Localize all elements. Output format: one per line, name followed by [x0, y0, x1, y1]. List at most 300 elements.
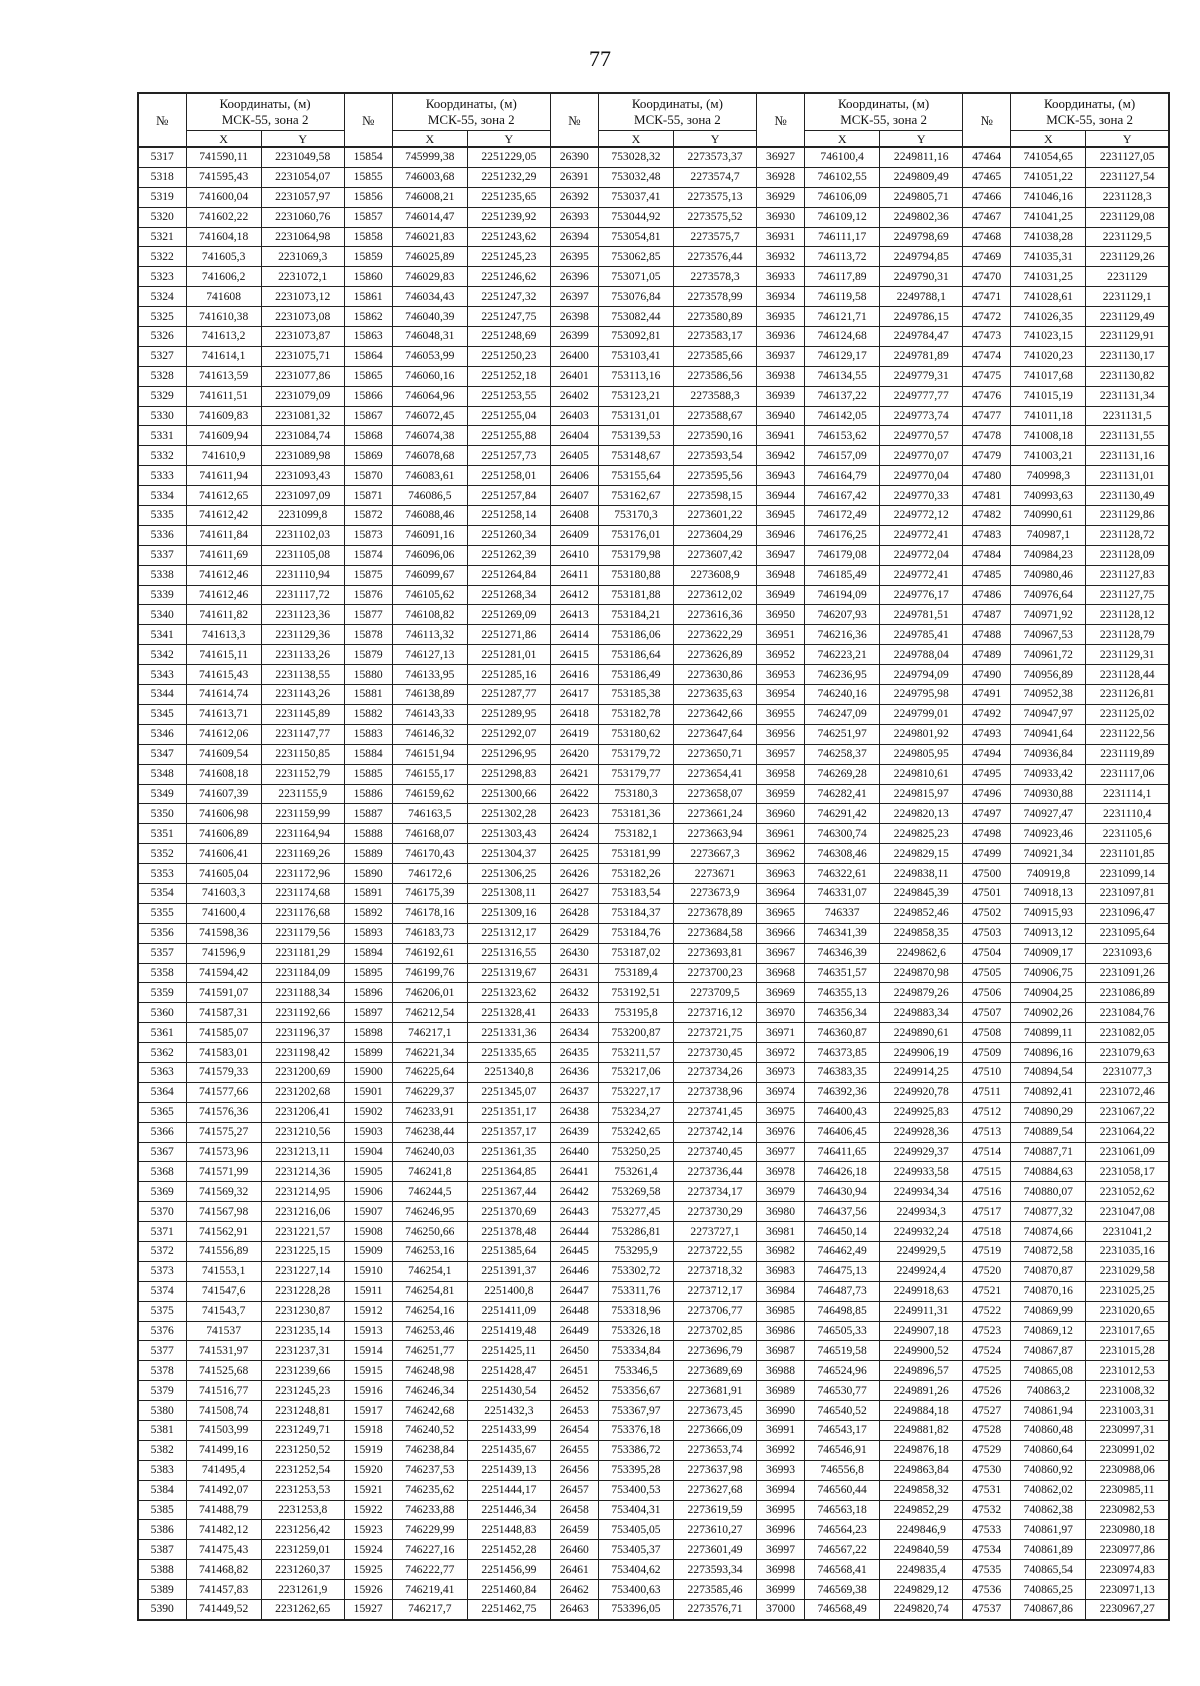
y-coordinate-cell: 2231060,76	[261, 207, 344, 227]
table-row	[138, 983, 1169, 1003]
point-number-cell: 47500	[963, 864, 1011, 884]
coordinates-table	[137, 92, 1170, 1621]
y-coordinate-cell: 2231122,56	[1086, 724, 1169, 744]
point-number-cell: 5366	[138, 1122, 186, 1142]
x-coordinate-cell: 753286,81	[598, 1222, 673, 1242]
point-number-cell: 47466	[963, 187, 1011, 207]
x-coordinate-cell: 741583,01	[186, 1043, 261, 1063]
point-number-cell: 26406	[550, 466, 598, 486]
point-number-cell: 36970	[757, 1003, 805, 1023]
x-coordinate-cell: 746008,21	[392, 187, 467, 207]
y-coordinate-cell: 2273736,44	[674, 1162, 757, 1182]
x-coordinate-cell: 741556,89	[186, 1241, 261, 1261]
y-coordinate-cell: 2273673,9	[674, 883, 757, 903]
point-number-cell: 26417	[550, 685, 598, 705]
point-number-cell: 47516	[963, 1182, 1011, 1202]
point-number-cell: 47523	[963, 1321, 1011, 1341]
y-coordinate-cell: 2251252,18	[467, 366, 550, 386]
y-coordinate-cell: 2249933,58	[880, 1162, 963, 1182]
point-number-cell: 47512	[963, 1102, 1011, 1122]
x-coordinate-cell: 746244,5	[392, 1182, 467, 1202]
x-coordinate-cell: 741612,06	[186, 724, 261, 744]
x-coordinate-cell: 741607,39	[186, 784, 261, 804]
coord-header	[805, 93, 963, 131]
num-header: №	[963, 93, 1011, 147]
y-coordinate-cell: 2231131,5	[1086, 406, 1169, 426]
table-row	[138, 1540, 1169, 1560]
y-coordinate-cell: 2273658,07	[674, 784, 757, 804]
x-coordinate-cell: 753103,41	[598, 346, 673, 366]
y-coordinate-cell: 2231259,01	[261, 1540, 344, 1560]
point-number-cell: 26430	[550, 943, 598, 963]
x-coordinate-cell: 741026,35	[1011, 307, 1086, 327]
x-coordinate-cell: 753367,97	[598, 1401, 673, 1421]
x-coordinate-cell: 741612,42	[186, 506, 261, 526]
x-coordinate-cell: 746560,44	[805, 1480, 880, 1500]
table-row	[138, 466, 1169, 486]
point-number-cell: 47496	[963, 784, 1011, 804]
point-number-cell: 47534	[963, 1540, 1011, 1560]
y-coordinate-cell: 2231025,25	[1086, 1281, 1169, 1301]
y-coordinate-cell: 2251430,54	[467, 1381, 550, 1401]
point-number-cell: 15857	[344, 207, 392, 227]
point-number-cell: 36984	[757, 1281, 805, 1301]
x-coordinate-cell: 753180,62	[598, 724, 673, 744]
point-number-cell: 26429	[550, 923, 598, 943]
coord-header	[392, 93, 550, 131]
point-number-cell: 5384	[138, 1480, 186, 1500]
x-coordinate-cell: 753404,62	[598, 1560, 673, 1580]
y-coordinate-cell: 2231093,43	[261, 466, 344, 486]
point-number-cell: 36997	[757, 1540, 805, 1560]
table-row	[138, 1480, 1169, 1500]
y-coordinate-cell: 2273607,42	[674, 545, 757, 565]
y-coordinate-cell: 2231174,68	[261, 883, 344, 903]
y-coordinate-cell: 2231127,05	[1086, 147, 1169, 167]
x-coordinate-cell: 746291,42	[805, 804, 880, 824]
y-coordinate-cell: 2251435,67	[467, 1440, 550, 1460]
x-coordinate-cell: 740919,8	[1011, 864, 1086, 884]
point-number-cell: 5361	[138, 1023, 186, 1043]
x-coordinate-cell: 753180,3	[598, 784, 673, 804]
point-number-cell: 36978	[757, 1162, 805, 1182]
point-number-cell: 5352	[138, 844, 186, 864]
point-number-cell: 26414	[550, 625, 598, 645]
point-number-cell: 36940	[757, 406, 805, 426]
num-header: №	[344, 93, 392, 147]
y-coordinate-cell: 2273622,29	[674, 625, 757, 645]
x-coordinate-cell: 740923,46	[1011, 824, 1086, 844]
y-coordinate-cell: 2251258,01	[467, 466, 550, 486]
point-number-cell: 15862	[344, 307, 392, 327]
y-coordinate-cell: 2249845,39	[880, 883, 963, 903]
table-row	[138, 1182, 1169, 1202]
point-number-cell: 26428	[550, 903, 598, 923]
point-number-cell: 5349	[138, 784, 186, 804]
table-row	[138, 1281, 1169, 1301]
y-coordinate-cell: 2231128,3	[1086, 187, 1169, 207]
y-coordinate-cell: 2231047,08	[1086, 1202, 1169, 1222]
x-coordinate-cell: 741590,11	[186, 147, 261, 167]
point-number-cell: 5367	[138, 1142, 186, 1162]
y-coordinate-cell: 2251357,17	[467, 1122, 550, 1142]
y-coordinate-cell: 2251247,32	[467, 287, 550, 307]
x-coordinate-cell: 741615,11	[186, 645, 261, 665]
point-number-cell: 47483	[963, 525, 1011, 545]
y-coordinate-cell: 2251308,11	[467, 883, 550, 903]
y-coordinate-cell: 2231256,42	[261, 1520, 344, 1540]
point-number-cell: 26410	[550, 545, 598, 565]
table-row	[138, 1421, 1169, 1441]
x-coordinate-cell: 741008,18	[1011, 426, 1086, 446]
y-coordinate-cell: 2249881,82	[880, 1421, 963, 1441]
point-number-cell: 26452	[550, 1381, 598, 1401]
table-row	[138, 1023, 1169, 1043]
point-number-cell: 47499	[963, 844, 1011, 864]
point-number-cell: 47498	[963, 824, 1011, 844]
x-coordinate-cell: 741046,16	[1011, 187, 1086, 207]
y-coordinate-cell: 2273637,98	[674, 1460, 757, 1480]
x-coordinate-cell: 746568,41	[805, 1560, 880, 1580]
point-number-cell: 5333	[138, 466, 186, 486]
x-coordinate-cell: 746168,07	[392, 824, 467, 844]
y-coordinate-cell: 2249840,59	[880, 1540, 963, 1560]
x-coordinate-cell: 746137,22	[805, 386, 880, 406]
y-coordinate-cell: 2230974,83	[1086, 1560, 1169, 1580]
x-coordinate-cell: 753211,57	[598, 1043, 673, 1063]
point-number-cell: 26460	[550, 1540, 598, 1560]
point-number-cell: 5351	[138, 824, 186, 844]
point-number-cell: 26419	[550, 724, 598, 744]
x-coordinate-cell: 741482,12	[186, 1520, 261, 1540]
x-coordinate-cell: 746111,17	[805, 227, 880, 247]
point-number-cell: 26392	[550, 187, 598, 207]
table-row	[138, 1520, 1169, 1540]
x-coordinate-cell: 746025,89	[392, 247, 467, 267]
y-coordinate-cell: 2249781,51	[880, 605, 963, 625]
x-coordinate-cell: 740869,12	[1011, 1321, 1086, 1341]
point-number-cell: 36962	[757, 844, 805, 864]
y-coordinate-cell: 2249911,31	[880, 1301, 963, 1321]
point-number-cell: 5385	[138, 1500, 186, 1520]
y-coordinate-cell: 2273626,89	[674, 645, 757, 665]
point-number-cell: 36996	[757, 1520, 805, 1540]
x-coordinate-cell: 753139,53	[598, 426, 673, 446]
x-coordinate-cell: 741537	[186, 1321, 261, 1341]
y-coordinate-cell: 2273712,17	[674, 1281, 757, 1301]
x-coordinate-cell: 741605,04	[186, 864, 261, 884]
y-coordinate-cell: 2273647,64	[674, 724, 757, 744]
x-coordinate-cell: 746138,89	[392, 685, 467, 705]
point-number-cell: 5381	[138, 1421, 186, 1441]
point-number-cell: 26411	[550, 565, 598, 585]
y-coordinate-cell: 2231155,9	[261, 784, 344, 804]
coord-header-line1: Координаты, (м)	[631, 96, 723, 111]
x-coordinate-cell: 746254,81	[392, 1281, 467, 1301]
x-coordinate-cell: 746546,91	[805, 1440, 880, 1460]
point-number-cell: 26459	[550, 1520, 598, 1540]
x-coordinate-cell: 753182,78	[598, 704, 673, 724]
x-coordinate-cell: 741587,31	[186, 1003, 261, 1023]
y-coordinate-cell: 2251262,39	[467, 545, 550, 565]
point-number-cell: 47524	[963, 1341, 1011, 1361]
y-coordinate-cell: 2249784,47	[880, 327, 963, 347]
y-coordinate-cell: 2231082,05	[1086, 1023, 1169, 1043]
point-number-cell: 15920	[344, 1460, 392, 1480]
point-number-cell: 15890	[344, 864, 392, 884]
x-coordinate-cell: 746083,61	[392, 466, 467, 486]
point-number-cell: 15859	[344, 247, 392, 267]
y-coordinate-cell: 2249805,71	[880, 187, 963, 207]
point-number-cell: 36985	[757, 1301, 805, 1321]
y-coordinate-cell: 2249805,95	[880, 744, 963, 764]
x-coordinate-cell: 741608,18	[186, 764, 261, 784]
y-coordinate-cell: 2249772,12	[880, 506, 963, 526]
y-coordinate-cell: 2231130,82	[1086, 366, 1169, 386]
point-number-cell: 5345	[138, 704, 186, 724]
x-coordinate-cell: 740904,25	[1011, 983, 1086, 1003]
y-coordinate-cell: 2249932,24	[880, 1222, 963, 1242]
point-number-cell: 5387	[138, 1540, 186, 1560]
table-row	[138, 864, 1169, 884]
x-coordinate-cell: 746086,5	[392, 486, 467, 506]
x-coordinate-cell: 740861,94	[1011, 1401, 1086, 1421]
y-coordinate-cell: 2231184,09	[261, 963, 344, 983]
x-coordinate-cell: 741492,07	[186, 1480, 261, 1500]
x-coordinate-cell: 741577,66	[186, 1082, 261, 1102]
table-row	[138, 665, 1169, 685]
x-coordinate-cell: 746048,31	[392, 327, 467, 347]
y-coordinate-cell: 2273653,74	[674, 1440, 757, 1460]
y-coordinate-cell: 2273586,56	[674, 366, 757, 386]
point-number-cell: 36987	[757, 1341, 805, 1361]
point-number-cell: 15908	[344, 1222, 392, 1242]
point-number-cell: 15919	[344, 1440, 392, 1460]
x-coordinate-cell: 740867,87	[1011, 1341, 1086, 1361]
table-row	[138, 327, 1169, 347]
y-coordinate-cell: 2231128,72	[1086, 525, 1169, 545]
table-row	[138, 247, 1169, 267]
point-number-cell: 5356	[138, 923, 186, 943]
point-number-cell: 15882	[344, 704, 392, 724]
x-coordinate-cell: 740921,34	[1011, 844, 1086, 864]
table-row	[138, 227, 1169, 247]
point-number-cell: 47491	[963, 685, 1011, 705]
x-coordinate-cell: 741594,42	[186, 963, 261, 983]
y-coordinate-cell: 2273593,54	[674, 446, 757, 466]
point-number-cell: 26458	[550, 1500, 598, 1520]
y-coordinate-cell: 2251391,37	[467, 1261, 550, 1281]
y-coordinate-cell: 2231250,52	[261, 1440, 344, 1460]
point-number-cell: 47473	[963, 327, 1011, 347]
point-number-cell: 15914	[344, 1341, 392, 1361]
point-number-cell: 26421	[550, 764, 598, 784]
table-row	[138, 1261, 1169, 1281]
x-coordinate-cell: 741609,94	[186, 426, 261, 446]
x-coordinate-cell: 746238,84	[392, 1440, 467, 1460]
x-coordinate-cell: 740874,66	[1011, 1222, 1086, 1242]
y-coordinate-cell: 2231210,56	[261, 1122, 344, 1142]
x-coordinate-cell: 746568,49	[805, 1600, 880, 1620]
x-coordinate-cell: 746227,16	[392, 1540, 467, 1560]
point-number-cell: 26455	[550, 1440, 598, 1460]
x-coordinate-cell: 753376,18	[598, 1421, 673, 1441]
point-number-cell: 5326	[138, 327, 186, 347]
x-coordinate-cell: 740872,58	[1011, 1241, 1086, 1261]
y-coordinate-cell: 2230977,86	[1086, 1540, 1169, 1560]
y-coordinate-cell: 2251298,83	[467, 764, 550, 784]
y-coordinate-cell: 2231097,81	[1086, 883, 1169, 903]
y-coordinate-cell: 2273693,81	[674, 943, 757, 963]
point-number-cell: 5374	[138, 1281, 186, 1301]
y-coordinate-cell: 2231249,71	[261, 1421, 344, 1441]
y-coordinate-cell: 2231253,8	[261, 1500, 344, 1520]
point-number-cell: 36983	[757, 1261, 805, 1281]
y-header: Y	[880, 131, 963, 148]
x-coordinate-cell: 740887,71	[1011, 1142, 1086, 1162]
y-coordinate-cell: 2231159,99	[261, 804, 344, 824]
point-number-cell: 15892	[344, 903, 392, 923]
point-number-cell: 47503	[963, 923, 1011, 943]
y-coordinate-cell: 2273678,89	[674, 903, 757, 923]
y-coordinate-cell: 2231072,46	[1086, 1082, 1169, 1102]
y-coordinate-cell: 2231128,12	[1086, 605, 1169, 625]
point-number-cell: 15866	[344, 386, 392, 406]
y-coordinate-cell: 2249883,34	[880, 1003, 963, 1023]
point-number-cell: 47526	[963, 1381, 1011, 1401]
y-coordinate-cell: 2249776,17	[880, 585, 963, 605]
x-coordinate-cell: 740892,41	[1011, 1082, 1086, 1102]
point-number-cell: 15860	[344, 267, 392, 287]
x-coordinate-cell: 753062,85	[598, 247, 673, 267]
point-number-cell: 5338	[138, 565, 186, 585]
y-coordinate-cell: 2251302,28	[467, 804, 550, 824]
y-coordinate-cell: 2273574,7	[674, 167, 757, 187]
x-coordinate-cell: 753082,44	[598, 307, 673, 327]
x-coordinate-cell: 741516,77	[186, 1381, 261, 1401]
y-coordinate-cell: 2249862,6	[880, 943, 963, 963]
point-number-cell: 36969	[757, 983, 805, 1003]
point-number-cell: 26405	[550, 446, 598, 466]
table-row	[138, 1102, 1169, 1122]
y-coordinate-cell: 2251264,84	[467, 565, 550, 585]
point-number-cell: 36982	[757, 1241, 805, 1261]
y-coordinate-cell: 2231131,55	[1086, 426, 1169, 446]
point-number-cell: 26395	[550, 247, 598, 267]
point-number-cell: 36964	[757, 883, 805, 903]
table-row	[138, 764, 1169, 784]
x-coordinate-cell: 753032,48	[598, 167, 673, 187]
coord-header-line1: Координаты, (м)	[1044, 96, 1136, 111]
x-coordinate-cell: 741606,98	[186, 804, 261, 824]
table-row	[138, 1122, 1169, 1142]
y-coordinate-cell: 2251309,16	[467, 903, 550, 923]
y-coordinate-cell: 2231130,17	[1086, 346, 1169, 366]
table-row	[138, 1580, 1169, 1600]
x-coordinate-cell: 746251,97	[805, 724, 880, 744]
x-coordinate-cell: 746167,42	[805, 486, 880, 506]
x-coordinate-cell: 746236,95	[805, 665, 880, 685]
x-coordinate-cell: 746498,85	[805, 1301, 880, 1321]
y-coordinate-cell: 2251287,77	[467, 685, 550, 705]
point-number-cell: 26409	[550, 525, 598, 545]
point-number-cell: 15854	[344, 147, 392, 167]
x-coordinate-cell: 741573,96	[186, 1142, 261, 1162]
x-coordinate-cell: 746392,36	[805, 1082, 880, 1102]
table-row	[138, 386, 1169, 406]
y-coordinate-cell: 2249914,25	[880, 1062, 963, 1082]
y-coordinate-cell: 2231147,77	[261, 724, 344, 744]
x-coordinate-cell: 740902,26	[1011, 1003, 1086, 1023]
y-coordinate-cell: 2251300,66	[467, 784, 550, 804]
table-row	[138, 685, 1169, 705]
point-number-cell: 36958	[757, 764, 805, 784]
y-coordinate-cell: 2251446,34	[467, 1500, 550, 1520]
x-coordinate-cell: 746185,49	[805, 565, 880, 585]
y-coordinate-cell: 2273604,29	[674, 525, 757, 545]
point-number-cell: 5350	[138, 804, 186, 824]
point-number-cell: 36941	[757, 426, 805, 446]
point-number-cell: 47484	[963, 545, 1011, 565]
y-coordinate-cell: 2251425,11	[467, 1341, 550, 1361]
point-number-cell: 36989	[757, 1381, 805, 1401]
x-coordinate-cell: 746040,39	[392, 307, 467, 327]
point-number-cell: 5347	[138, 744, 186, 764]
x-coordinate-cell: 740998,3	[1011, 466, 1086, 486]
x-coordinate-cell: 753227,17	[598, 1082, 673, 1102]
table-row	[138, 1162, 1169, 1182]
x-coordinate-cell: 746238,44	[392, 1122, 467, 1142]
y-coordinate-cell: 2273700,23	[674, 963, 757, 983]
x-coordinate-cell: 746119,58	[805, 287, 880, 307]
y-coordinate-cell: 2231077,86	[261, 366, 344, 386]
x-coordinate-cell: 746569,38	[805, 1580, 880, 1600]
y-coordinate-cell: 2231105,6	[1086, 824, 1169, 844]
point-number-cell: 5363	[138, 1062, 186, 1082]
x-coordinate-cell: 753277,45	[598, 1202, 673, 1222]
y-coordinate-cell: 2249924,4	[880, 1261, 963, 1281]
point-number-cell: 47532	[963, 1500, 1011, 1520]
point-number-cell: 15880	[344, 665, 392, 685]
point-number-cell: 47527	[963, 1401, 1011, 1421]
y-coordinate-cell: 2273661,24	[674, 804, 757, 824]
x-coordinate-cell: 746406,45	[805, 1122, 880, 1142]
point-number-cell: 15907	[344, 1202, 392, 1222]
x-coordinate-cell: 746108,82	[392, 605, 467, 625]
y-coordinate-cell: 2231099,8	[261, 506, 344, 526]
point-number-cell: 47470	[963, 267, 1011, 287]
coord-header	[186, 93, 344, 131]
y-coordinate-cell: 2251456,99	[467, 1560, 550, 1580]
x-header: X	[598, 131, 673, 148]
y-coordinate-cell: 2231075,71	[261, 346, 344, 366]
x-coordinate-cell: 753148,67	[598, 446, 673, 466]
x-coordinate-cell: 746129,17	[805, 346, 880, 366]
y-coordinate-cell: 2273741,45	[674, 1102, 757, 1122]
x-coordinate-cell: 740987,1	[1011, 525, 1086, 545]
y-coordinate-cell: 2273663,94	[674, 824, 757, 844]
x-coordinate-cell: 753326,18	[598, 1321, 673, 1341]
x-coordinate-cell: 746223,21	[805, 645, 880, 665]
point-number-cell: 47508	[963, 1023, 1011, 1043]
coord-header-line1: Координаты, (м)	[219, 96, 311, 111]
x-coordinate-cell: 753295,9	[598, 1241, 673, 1261]
table-row	[138, 724, 1169, 744]
x-coordinate-cell: 746207,93	[805, 605, 880, 625]
y-coordinate-cell: 2231129,86	[1086, 506, 1169, 526]
point-number-cell: 26450	[550, 1341, 598, 1361]
x-coordinate-cell: 740890,29	[1011, 1102, 1086, 1122]
